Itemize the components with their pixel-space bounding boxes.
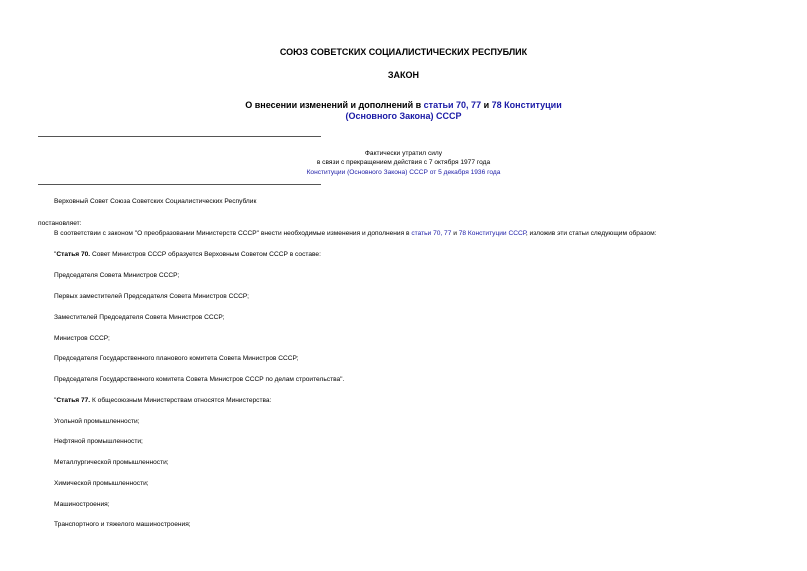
article-70-item: Председателя Государственного планового комитета Совета Министров СССР;: [54, 355, 299, 362]
divider-bottom: [38, 184, 321, 185]
intro-text-a: В соответствии с законом "О преобразовании Министерств СССР" внести необходимые изменения и дополнения в: [54, 230, 412, 237]
decrees-text: постановляет:: [38, 220, 82, 227]
article-70-label: Статья 70.: [56, 251, 91, 258]
article-70-item: Первых заместителей Председателя Совета Министров СССР;: [54, 293, 249, 300]
article-77-item: Транспортного и тяжелого машиностроения;: [54, 521, 191, 528]
intro-link-constitution[interactable]: 78 Конституции СССР: [458, 230, 526, 237]
council-text: Верховный Совет Союза Советских Социалистических Республик: [54, 198, 257, 205]
article-77-item: Машиностроения;: [54, 501, 110, 508]
document-title-line2[interactable]: (Основного Закона) СССР: [345, 111, 462, 121]
article-77-item: Химической промышленности;: [54, 480, 149, 487]
article-70-heading: "Статья 70. Совет Министров СССР образуется Верховным Советом СССР в составе:: [54, 251, 321, 258]
intro-text-b: и: [451, 230, 459, 237]
status-line1: Фактически утратил силу: [364, 150, 443, 157]
article-77-item: Металлургической промышленности;: [54, 459, 169, 466]
status-line2: в связи с прекращением действия с 7 октября 1977 года: [316, 159, 491, 166]
title-prefix: О внесении изменений и дополнений в: [245, 100, 424, 110]
article-70-item: Председателя Совета Министров СССР;: [54, 272, 180, 279]
status-link-constitution[interactable]: Конституции (Основного Закона) СССР от 5 декабря 1936 года: [306, 169, 501, 176]
union-heading: СОЮЗ СОВЕТСКИХ СОЦИАЛИСТИЧЕСКИХ РЕСПУБЛИК: [279, 47, 528, 57]
article-77-text: К общесоюзным Министерствам относятся Министерства:: [90, 397, 272, 404]
article-77-heading: "Статья 77. К общесоюзным Министерствам относятся Министерства:: [54, 397, 272, 404]
law-heading: ЗАКОН: [387, 70, 420, 80]
article-70-text: Совет Министров СССР образуется Верховным Советом СССР в составе:: [90, 251, 321, 258]
article-77-item: Угольной промышленности;: [54, 418, 140, 425]
intro-link-articles[interactable]: статьи 70, 77: [411, 230, 452, 237]
intro-paragraph: [54, 230, 657, 237]
article-70-item: Заместителей Председателя Совета Министров СССР;: [54, 314, 225, 321]
intro-text-c: , изложив эти статьи следующим образом:: [525, 230, 657, 237]
title-link-articles[interactable]: статьи 70, 77: [423, 100, 482, 110]
article-70-item: Председателя Государственного комитета Совета Министров СССР по делам строительства".: [54, 376, 345, 383]
article-77-label: Статья 77.: [56, 397, 91, 404]
title-and: и: [481, 100, 492, 110]
article-70-item: Министров СССР;: [54, 335, 110, 342]
article-77-item: Нефтяной промышленности;: [54, 438, 143, 445]
document-title-line1: [0, 100, 807, 110]
title-link-constitution[interactable]: 78 Конституции: [491, 100, 562, 110]
divider-top: [38, 136, 321, 137]
